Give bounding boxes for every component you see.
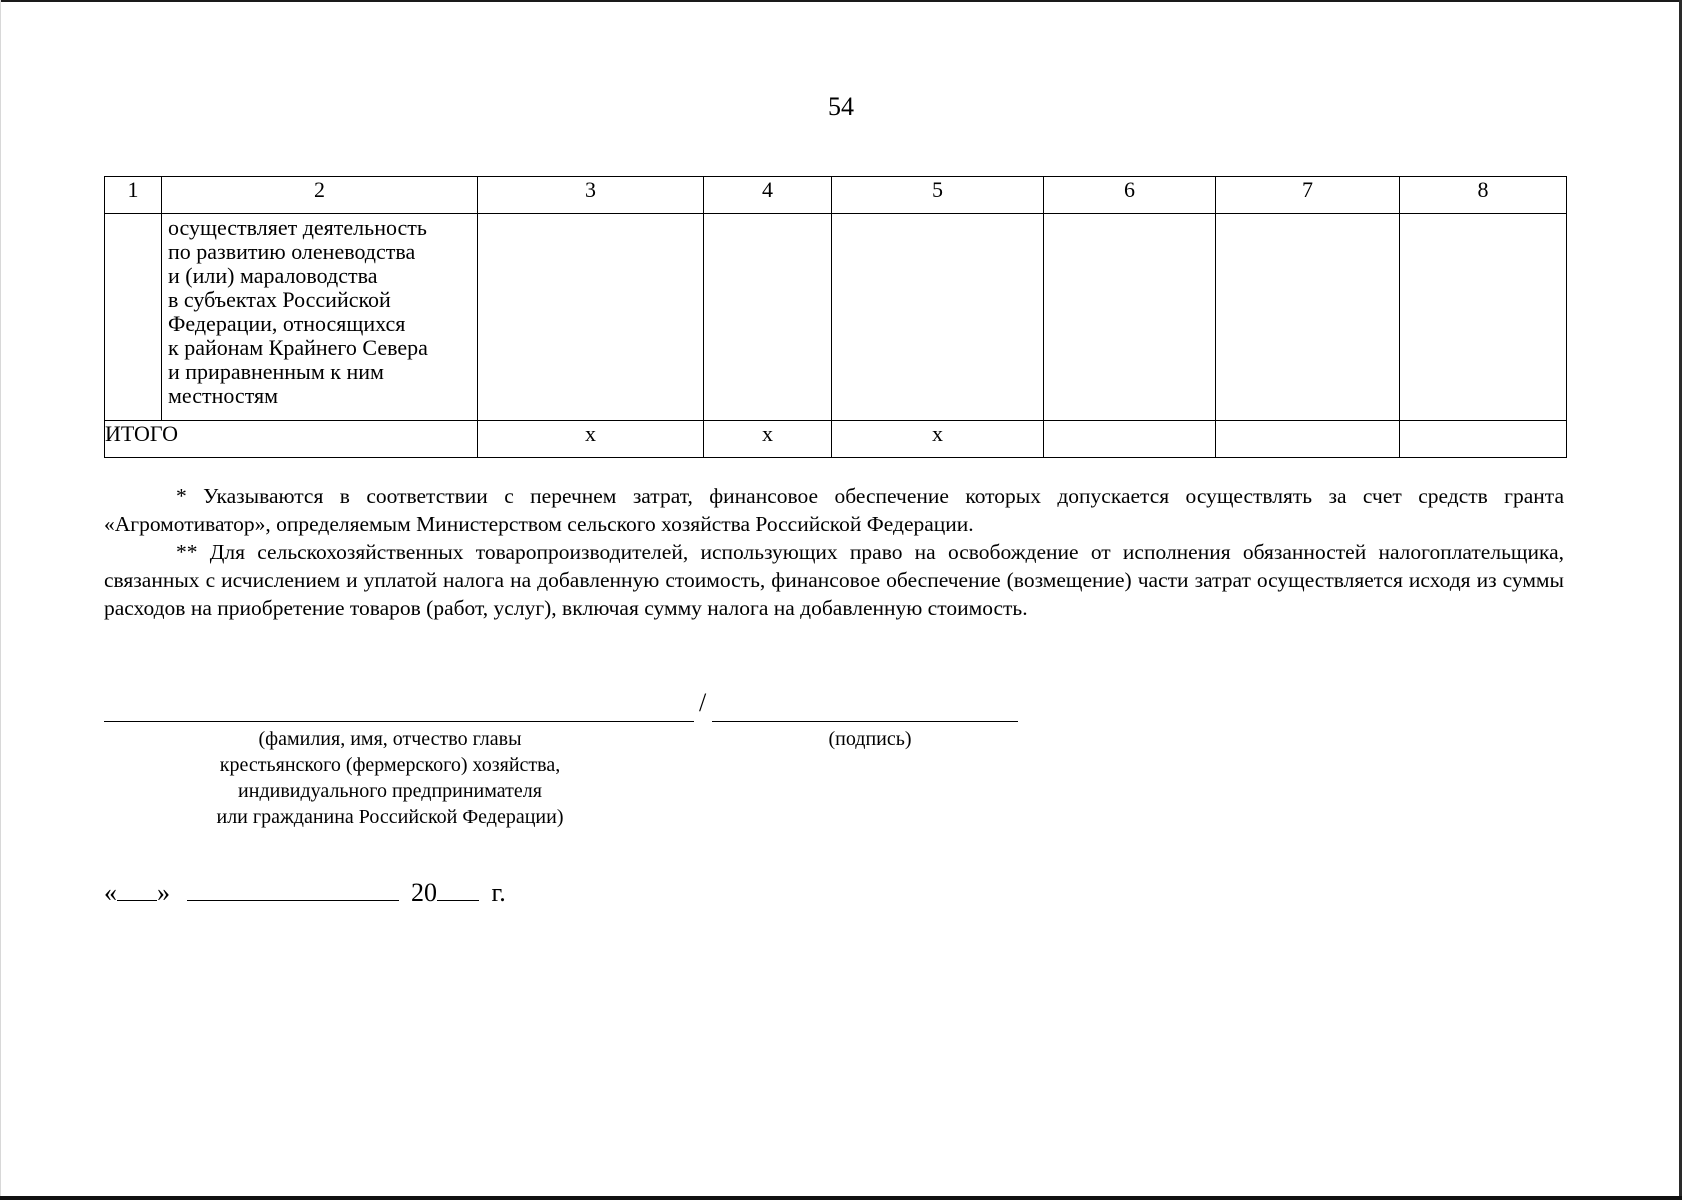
- description-line: и (или) мараловодства: [168, 263, 378, 288]
- total-cell-7: [1216, 421, 1400, 458]
- signature-caption: (подпись): [828, 728, 912, 750]
- fio-caption-line: (фамилия, имя, отчество главы: [258, 728, 522, 750]
- signature-separator: /: [699, 688, 707, 717]
- col-header-5: 5: [832, 177, 1044, 214]
- year-century: 20: [411, 878, 437, 907]
- description-line: по развитию оленеводства: [168, 239, 416, 264]
- col-header-4: 4: [704, 177, 832, 214]
- date-field: [104, 876, 506, 908]
- col-header-7: 7: [1216, 177, 1400, 214]
- cell-description: [162, 214, 478, 421]
- signature-line: [712, 721, 1018, 722]
- col-header-2: 2: [162, 177, 478, 214]
- col-header-8: 8: [1400, 177, 1567, 214]
- fio-caption: [160, 726, 620, 830]
- footnote-1: * Указываются в соответствии с перечнем затрат, финансовое обеспечение которых допускается осуществлять за счет средств гранта «Агромотиватор», определяемым Министерством сельского хозяйства Российской Федерации.: [104, 484, 1564, 536]
- scan-edge-bottom: [0, 1196, 1682, 1200]
- col-header-6: 6: [1044, 177, 1216, 214]
- year-suffix: г.: [491, 878, 506, 907]
- col-header-3: 3: [478, 177, 704, 214]
- cell-col-7: [1216, 214, 1400, 421]
- total-label: ИТОГО: [105, 421, 478, 458]
- col-header-1: 1: [105, 177, 162, 214]
- description-line: осуществляет деятельность: [168, 215, 427, 240]
- cell-col-8: [1400, 214, 1567, 421]
- description-line: местностям: [168, 383, 279, 408]
- description-line: Федерации, относящихся: [168, 311, 406, 336]
- cell-col-4: [704, 214, 832, 421]
- date-open-quote: «: [104, 878, 117, 907]
- cell-col-5: [832, 214, 1044, 421]
- total-cell-3: х: [478, 421, 704, 458]
- description-line: в субъектах Российской: [168, 287, 391, 312]
- footnote-2: ** Для сельскохозяйственных товаропроизводителей, использующих право на освобождение от исполнения обязанностей налогоплательщика, связанных с исчислением и уплатой налога на добавленную стоимость, финансовое обеспечение (возмещение) части затрат осуществляется исходя из суммы расходов на приобретение товаров (работ, услуг), включая сумму налога на добавленную стоимость.: [104, 540, 1564, 620]
- month-blank: [187, 876, 399, 901]
- fio-signature-line: [104, 721, 694, 722]
- date-close-quote: »: [157, 878, 170, 907]
- page-number: 54: [828, 92, 854, 121]
- fio-caption-line: индивидуального предпринимателя: [238, 780, 542, 802]
- fio-caption-line: крестьянского (фермерского) хозяйства,: [219, 754, 561, 776]
- description-line: и приравненным к ним: [168, 359, 384, 384]
- cell-col-6: [1044, 214, 1216, 421]
- year-blank: [437, 876, 479, 901]
- total-cell-4: х: [704, 421, 832, 458]
- scan-edge-top: [0, 0, 1682, 2]
- footnotes: [104, 482, 1564, 622]
- description-line: к районам Крайнего Севера: [168, 335, 428, 360]
- cell-col-3: [478, 214, 704, 421]
- day-blank: [117, 876, 157, 901]
- cell-col-1: [105, 214, 162, 421]
- cost-table: [104, 176, 1567, 458]
- table-row: [105, 214, 1567, 421]
- total-cell-8: [1400, 421, 1567, 458]
- scan-edge-left: [0, 0, 1, 1200]
- total-cell-5: х: [832, 421, 1044, 458]
- fio-caption-line: или гражданина Российской Федерации): [216, 806, 564, 828]
- total-cell-6: [1044, 421, 1216, 458]
- table-header-row: [105, 177, 1567, 214]
- total-row: [105, 421, 1567, 458]
